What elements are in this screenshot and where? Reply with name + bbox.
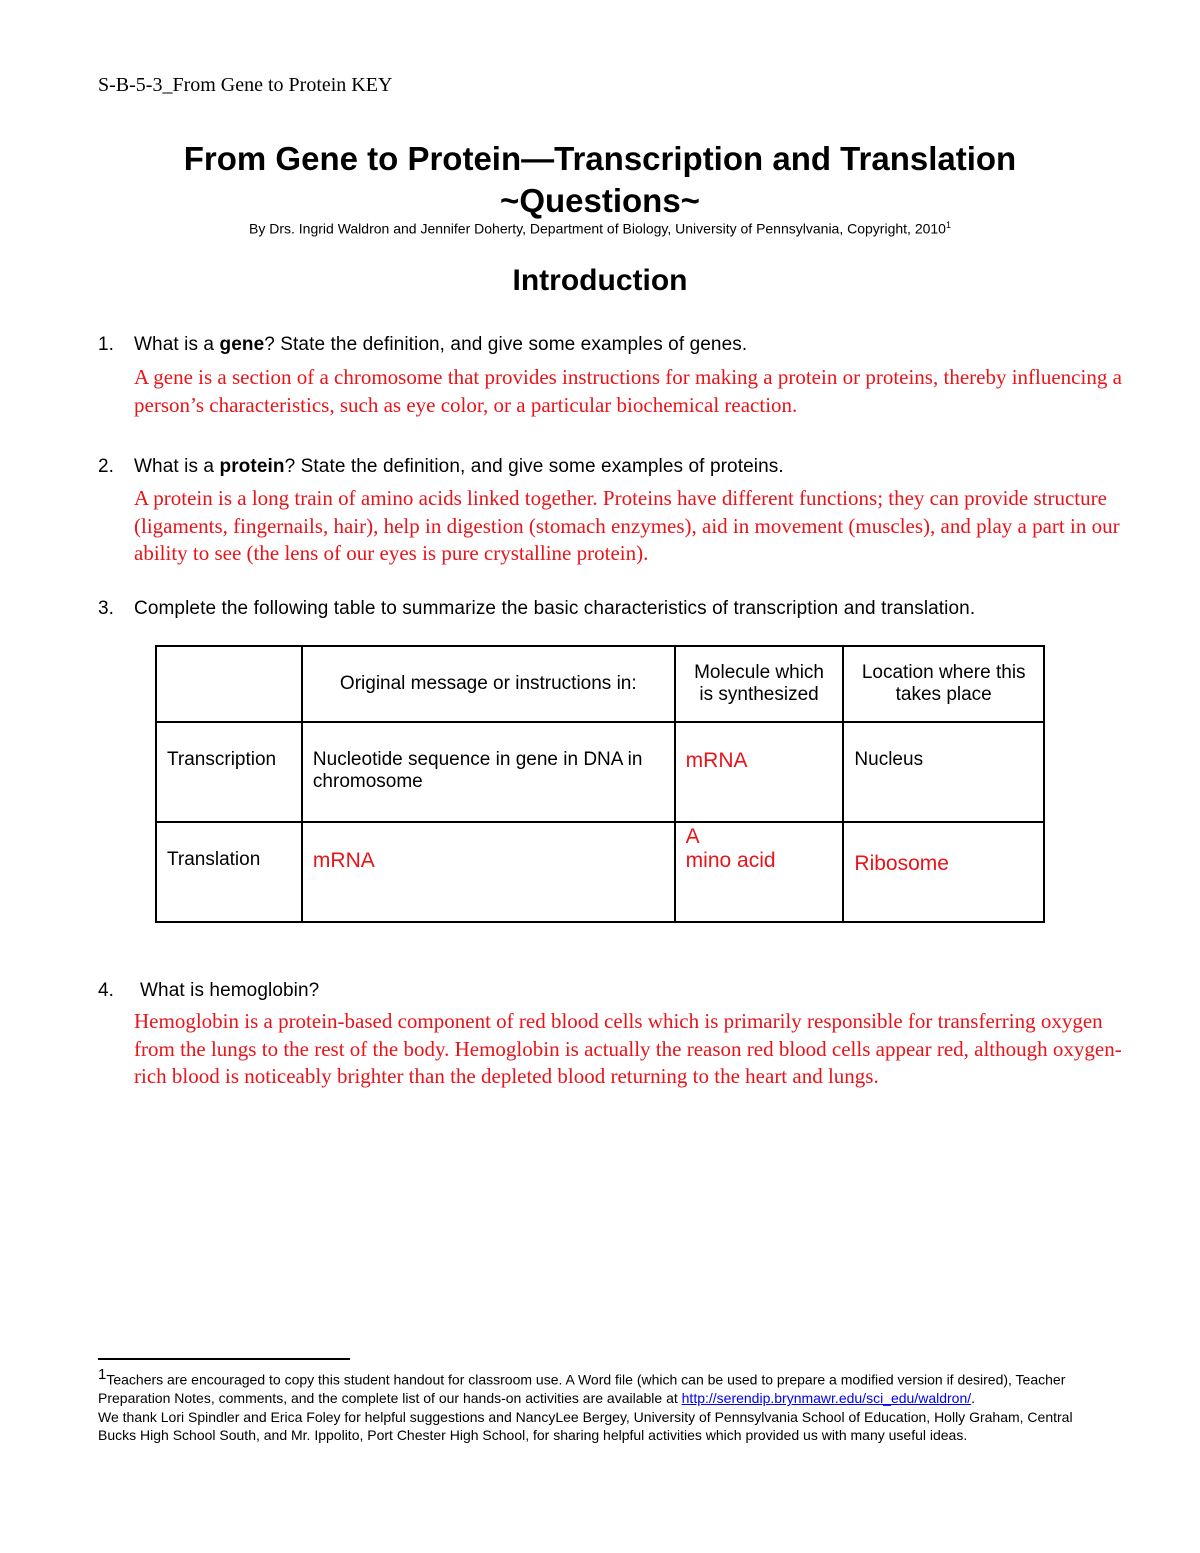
table-cell-process: Translation	[156, 822, 302, 922]
question-suffix: ? State the definition, and give some examples of genes.	[264, 334, 748, 355]
answer-text: A gene is a section of a chromosome that provides instructions for making a protein or proteins, thereby influencing a person’s characteristics, such as eye color, or a particular biochemical reaction.	[134, 365, 1122, 417]
table-cell-molecule: mRNA	[675, 722, 844, 822]
footnote-link[interactable]: http://serendip.brynmawr.edu/sci_edu/waldron/	[681, 1390, 972, 1407]
table-cell-original: Nucleotide sequence in gene in DNA in chromosome	[302, 722, 675, 822]
question-suffix: ? State the definition, and give some examples of proteins.	[284, 456, 784, 477]
footnote-marker: 1	[98, 1366, 107, 1383]
question-keyword: protein	[219, 456, 285, 477]
question-number: 1.	[98, 334, 114, 355]
table-header-cell: Molecule which is synthesized	[675, 646, 844, 722]
page-title	[0, 138, 1200, 222]
molecule-line-2: mino acid	[685, 849, 776, 872]
table-cell-location: Ribosome	[843, 822, 1044, 922]
table-header-row	[156, 646, 1044, 722]
table-cell-molecule	[675, 822, 844, 922]
document-header: S-B-5-3_From Gene to Protein KEY	[98, 74, 393, 96]
question-text	[134, 334, 747, 356]
section-heading: Introduction	[512, 264, 688, 297]
footnote-text-2: We thank Lori Spindler and Erica Foley for helpful suggestions and NancyLee Bergey, University of Pennsylvania School of Education, Holly Graham, Central Bucks High School South, and Mr. Ippolito, Port Chester High School, for sharing helpful activities which provided us with many useful ideas.	[98, 1408, 1073, 1444]
question-keyword: gene	[219, 334, 265, 355]
footnote	[98, 1366, 1108, 1445]
question-number: 3.	[98, 598, 114, 619]
footnote-link-suffix: .	[971, 1390, 976, 1407]
question-text: Complete the following table to summarize the basic characteristics of transcription and translation.	[134, 598, 976, 619]
byline-text: By Drs. Ingrid Waldron and Jennifer Doherty, Department of Biology, University of Pennsylvania, Copyright, 2010	[249, 220, 946, 237]
table-header-cell: Location where this takes place	[843, 646, 1044, 722]
table-row	[156, 722, 1044, 822]
byline-footnote-marker: 1	[945, 220, 951, 230]
table-header-cell: Original message or instructions in:	[302, 646, 675, 722]
table-cell-location: Nucleus	[843, 722, 1044, 822]
question-text: What is hemoglobin?	[140, 980, 320, 1001]
answer-text: A protein is a long train of amino acids linked together. Proteins have different functions; they can provide structure (ligaments, fingernails, hair), help in digestion (stomach enzymes), aid in movement (muscles), and play a part in our ability to see (the lens of our eyes is pure crystalline protein).	[134, 486, 1120, 565]
byline	[0, 220, 1200, 237]
question-number: 2.	[98, 456, 114, 477]
table-header-cell	[156, 646, 302, 722]
title-line-1: From Gene to Protein—Transcription and Translation	[183, 140, 1017, 177]
footnote-paragraph-1	[98, 1366, 1108, 1408]
table-cell-original: mRNA	[302, 822, 675, 922]
title-line-2: ~Questions~	[500, 182, 700, 219]
summary-table	[155, 645, 1045, 923]
answer-text: Hemoglobin is a protein-based component of red blood cells which is primarily responsible for transferring oxygen from the lungs to the rest of the body. Hemoglobin is actually the reason red blood cells appear red, although oxygen-rich blood is noticeably brighter than the depleted blood returning to the heart and lungs.	[134, 1009, 1122, 1088]
table-row	[156, 822, 1044, 922]
question-text	[134, 456, 784, 478]
molecule-line-1: A	[685, 825, 700, 848]
footnote-divider	[98, 1358, 350, 1360]
table-cell-process: Transcription	[156, 722, 302, 822]
question-number: 4.	[98, 980, 114, 1001]
question-prefix: What is a	[134, 334, 220, 355]
question-prefix: What is a	[134, 456, 220, 477]
footnote-text-1: Teachers are encouraged to copy this student handout for classroom use. A Word file (which can be used to prepare a modified version if desired), Teacher Preparation Notes, comments, and the complete list of our hands-on activities are available at	[98, 1371, 1066, 1407]
